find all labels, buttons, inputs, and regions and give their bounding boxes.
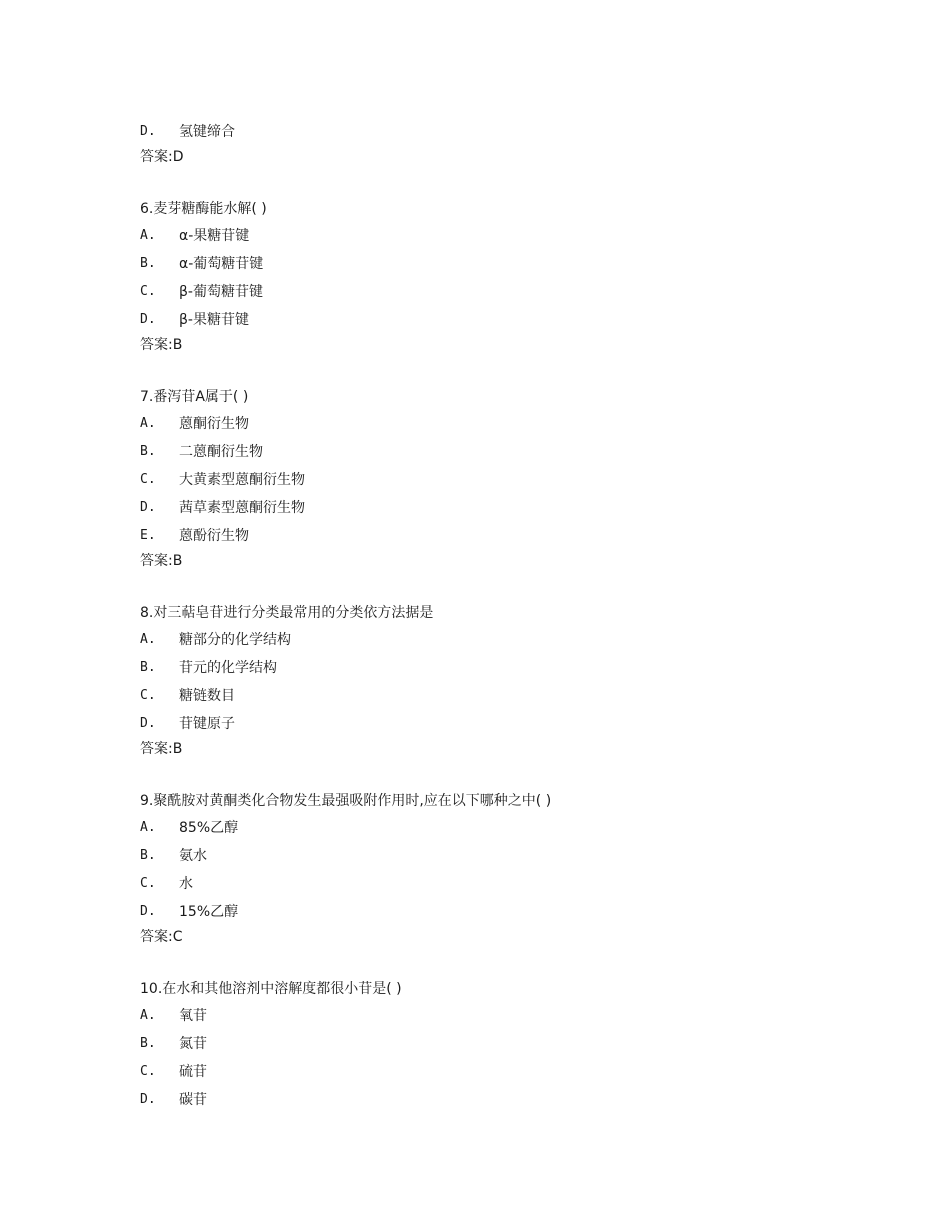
answer-line	[140, 334, 900, 356]
option-key: D.	[140, 904, 156, 919]
option-key: A.	[140, 228, 156, 243]
option-key: C.	[140, 1064, 156, 1079]
option-text: 氨水	[179, 848, 207, 864]
option-item	[140, 278, 900, 306]
option-item	[140, 410, 900, 438]
option-item	[140, 1058, 900, 1086]
option-item	[140, 710, 900, 738]
option-text: 水	[179, 876, 193, 892]
option-key: C.	[140, 876, 156, 891]
option-key: A.	[140, 632, 156, 647]
question-title: 6.麦芽糖酶能水解( )	[140, 201, 267, 217]
answer-line	[140, 146, 900, 168]
option-key: D.	[140, 716, 156, 731]
option-text: 85%乙醇	[179, 820, 239, 836]
question-block	[140, 600, 900, 760]
option-key: C.	[140, 284, 156, 299]
option-text: 大黄素型蒽酮衍生物	[179, 472, 305, 488]
option-key: C.	[140, 688, 156, 703]
option-text: 苷元的化学结构	[179, 660, 277, 676]
option-key: D.	[140, 312, 156, 327]
option-key: A.	[140, 416, 156, 431]
option-key: D.	[140, 1092, 156, 1107]
option-key: B.	[140, 660, 156, 675]
document-page	[140, 118, 900, 1114]
option-key: A.	[140, 820, 156, 835]
option-item	[140, 250, 900, 278]
question-block	[140, 384, 900, 572]
option-text: 苷键原子	[179, 716, 235, 732]
question-block	[140, 976, 900, 1114]
option-key: D.	[140, 500, 156, 515]
option-item	[140, 1086, 900, 1114]
option-text: 碳苷	[179, 1092, 207, 1108]
option-text: 硫苷	[179, 1064, 207, 1080]
option-text: 氢键缔合	[179, 124, 235, 140]
option-item	[140, 682, 900, 710]
option-key: B.	[140, 256, 156, 271]
option-key: A.	[140, 1008, 156, 1023]
option-text: 蒽酚衍生物	[179, 528, 249, 544]
option-item	[140, 654, 900, 682]
question-title: 8.对三萜皂苷进行分类最常用的分类依方法据是	[140, 605, 434, 621]
option-item	[140, 118, 900, 146]
option-text: α-葡萄糖苷键	[179, 256, 264, 272]
option-item	[140, 1002, 900, 1030]
option-item	[140, 814, 900, 842]
option-text: 氮苷	[179, 1036, 207, 1052]
option-text: α-果糖苷键	[179, 228, 250, 244]
question-title: 9.聚酰胺对黄酮类化合物发生最强吸附作用时,应在以下哪种之中( )	[140, 793, 552, 809]
option-text: 15%乙醇	[179, 904, 239, 920]
option-text: 糖部分的化学结构	[179, 632, 291, 648]
option-item	[140, 306, 900, 334]
option-item	[140, 438, 900, 466]
option-item	[140, 222, 900, 250]
answer-text: 答案:B	[140, 553, 183, 569]
question-title: 10.在水和其他溶剂中溶解度都很小苷是( )	[140, 981, 402, 997]
answer-line	[140, 926, 900, 948]
answer-text: 答案:B	[140, 741, 183, 757]
option-item	[140, 466, 900, 494]
option-item	[140, 898, 900, 926]
option-item	[140, 1030, 900, 1058]
option-text: β-果糖苷键	[179, 312, 249, 328]
option-key: B.	[140, 1036, 156, 1051]
option-item	[140, 842, 900, 870]
option-item	[140, 626, 900, 654]
option-key: E.	[140, 528, 156, 543]
option-item	[140, 522, 900, 550]
question-block	[140, 196, 900, 356]
option-key: B.	[140, 444, 156, 459]
option-text: 二蒽酮衍生物	[179, 444, 263, 460]
answer-text: 答案:D	[140, 149, 184, 165]
answer-line	[140, 738, 900, 760]
option-item	[140, 494, 900, 522]
option-text: 糖链数目	[179, 688, 235, 704]
answer-text: 答案:B	[140, 337, 183, 353]
option-text: 蒽酮衍生物	[179, 416, 249, 432]
option-text: β-葡萄糖苷键	[179, 284, 263, 300]
option-item	[140, 870, 900, 898]
option-text: 茜草素型蒽酮衍生物	[179, 500, 305, 516]
question-block	[140, 788, 900, 948]
option-key: B.	[140, 848, 156, 863]
option-text: 氧苷	[179, 1008, 207, 1024]
answer-text: 答案:C	[140, 929, 183, 945]
answer-line	[140, 550, 900, 572]
question-title: 7.番泻苷A属于( )	[140, 389, 249, 405]
option-key: D.	[140, 124, 156, 139]
option-key: C.	[140, 472, 156, 487]
